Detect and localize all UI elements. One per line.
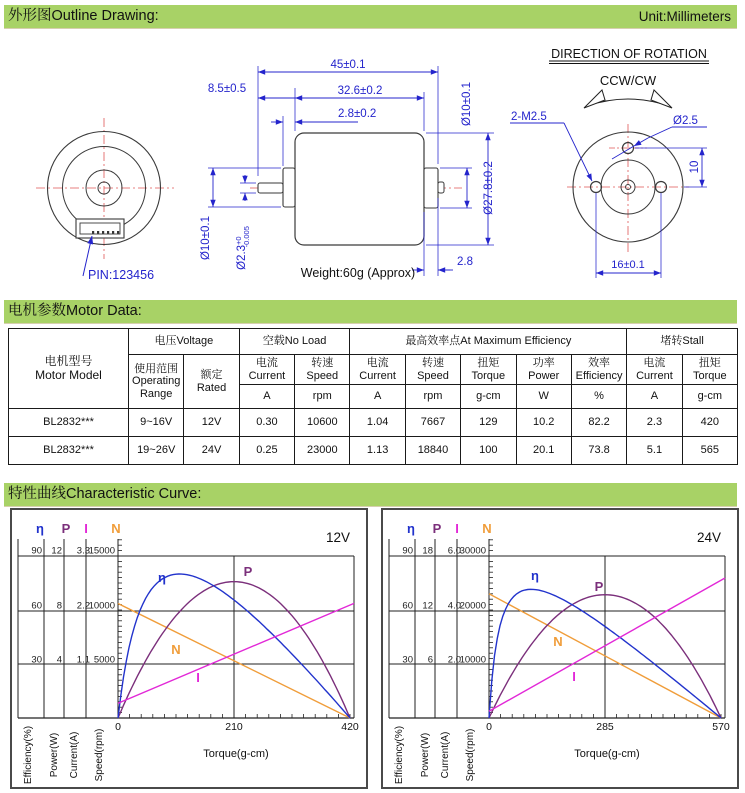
- rear-stub: [438, 182, 444, 193]
- curve-label-η: η: [531, 568, 539, 583]
- rotated-axis-label: Power(W): [49, 732, 60, 778]
- col-stall-torque: 扭矩 Torque: [682, 355, 737, 385]
- cell: 20.1: [516, 437, 571, 465]
- cell: 5.1: [627, 437, 682, 465]
- pin-label: PIN:123456: [88, 268, 155, 282]
- unit-cell: rpm: [405, 385, 460, 409]
- cell: 18840: [405, 437, 460, 465]
- axis-tick-label: 12: [422, 600, 433, 612]
- curve-section-header: [4, 483, 737, 507]
- weight-note: Weight:60g (Approx): [300, 266, 416, 280]
- axis-symbol: P: [61, 521, 71, 536]
- dim-boss-dia-left: Ø10±0.1: [200, 215, 212, 261]
- dim-total-length: 45±0.1: [330, 59, 366, 71]
- curve-label-P: P: [594, 579, 604, 594]
- cell: 420: [682, 409, 737, 437]
- dim-hole-offset: 10: [689, 160, 701, 174]
- chart-voltage-title: 24V: [696, 530, 721, 545]
- dim-shaft-dia: $Ø2.3^{+0}-0.005$: [234, 226, 251, 270]
- axis-tick-label: 4.0: [447, 600, 461, 612]
- cell: 23000: [295, 437, 350, 465]
- rotated-axis-label: Power(W): [420, 732, 431, 778]
- curve-section-title: 特性曲线Characteristic Curve:: [8, 486, 202, 502]
- x-tick-label: 570: [712, 721, 730, 733]
- rotation-arrowhead-right: [651, 90, 672, 108]
- axis-tick-label: 30: [31, 654, 42, 666]
- x-tick-label: 285: [596, 721, 614, 733]
- cell: 2.3: [627, 409, 682, 437]
- dim-screw-holes: 2-M2.5: [511, 111, 547, 123]
- axis-symbol: η: [36, 521, 44, 536]
- shaft: [258, 183, 283, 193]
- side-view: [200, 59, 495, 280]
- cell: 7667: [405, 409, 460, 437]
- rear-view: [510, 47, 709, 278]
- axis-tick-label: 5000: [93, 654, 115, 666]
- unit-cell: A: [239, 385, 294, 409]
- axis-tick-label: 15000: [88, 545, 115, 557]
- cell-model: BL2832***: [9, 409, 129, 437]
- unit-cell: A: [627, 385, 682, 409]
- table-row: [9, 409, 738, 437]
- unit-cell: W: [516, 385, 571, 409]
- cell: 73.8: [571, 437, 626, 465]
- rotation-directions: CCW/CW: [599, 73, 657, 88]
- motor-model-header: 电机型号 Motor Model: [9, 329, 129, 409]
- leader-line: [648, 127, 672, 138]
- cell: 129: [461, 409, 516, 437]
- cell: 10600: [295, 409, 350, 437]
- dim-shaft-dia-rear: Ø2.5: [673, 115, 698, 127]
- cell: 82.2: [571, 409, 626, 437]
- col-operating-range: 使用范围 Operating Range: [129, 355, 184, 409]
- dim-rear-boss: 2.8: [457, 256, 473, 268]
- axis-symbol: I: [84, 521, 88, 536]
- axis-tick-label: 2.2: [76, 600, 90, 612]
- cell-model: BL2832***: [9, 437, 129, 465]
- dim-body-dia: Ø27.8±0.2: [483, 161, 495, 215]
- axis-tick-label: 10000: [459, 654, 486, 666]
- axis-tick-label: 90: [402, 545, 413, 557]
- dim-body-length: 32.6±0.2: [337, 85, 383, 97]
- characteristic-chart-12v: [10, 508, 368, 789]
- outline-section-header: [4, 5, 737, 29]
- col-maxeff-speed: 转速 Speed: [405, 355, 460, 385]
- curve-label-N: N: [553, 634, 563, 649]
- col-maxeff-power: 功率 Power: [516, 355, 571, 385]
- axis-symbol: N: [111, 521, 121, 536]
- axis-tick-label: 20000: [459, 600, 486, 612]
- col-maxeff-torque: 扭矩 Torque: [461, 355, 516, 385]
- axis-tick-label: 18: [422, 545, 433, 557]
- axis-tick-label: 4: [56, 654, 62, 666]
- rotated-axis-label: Current(A): [440, 731, 451, 779]
- unit-cell: rpm: [295, 385, 350, 409]
- dim-boss-offset: 2.8±0.2: [338, 108, 377, 120]
- x-axis-title: Torque(g-cm): [574, 748, 640, 760]
- rotation-heading: DIRECTION OF ROTATION: [551, 47, 707, 61]
- axis-tick-label: 6.0: [447, 545, 461, 557]
- col-rated: 额定 Rated: [184, 355, 239, 409]
- x-tick-label: 0: [486, 721, 492, 733]
- chart-svg: [12, 510, 366, 787]
- x-axis-title: Torque(g-cm): [203, 748, 269, 760]
- rotated-axis-label: Speed(rpm): [94, 728, 105, 782]
- col-stall-current: 电流 Current: [627, 355, 682, 385]
- axis-symbol: I: [455, 521, 459, 536]
- motor-data-section-title: 电机参数Motor Data:: [8, 303, 142, 319]
- col-noload-speed: 转速 Speed: [295, 355, 350, 385]
- cell: 1.13: [350, 437, 405, 465]
- axis-tick-label: 90: [31, 545, 42, 557]
- table-group-header-row: [9, 329, 738, 355]
- front-boss: [283, 168, 295, 207]
- axis-tick-label: 30000: [459, 545, 486, 557]
- cell: 24V: [184, 437, 239, 465]
- dim-shaft-length: 8.5±0.5: [207, 83, 247, 95]
- current-curve: [489, 578, 725, 711]
- rotated-axis-label: Speed(rpm): [465, 728, 476, 782]
- front-view: [36, 118, 174, 282]
- cell: 0.25: [239, 437, 294, 465]
- curve-label-P: P: [243, 564, 253, 579]
- axis-tick-label: 1.1: [76, 654, 90, 666]
- rotated-axis-label: Current(A): [69, 731, 80, 779]
- group-no-load: 空载No Load: [239, 329, 350, 355]
- leader-arrow: [634, 138, 648, 146]
- cell: 12V: [184, 409, 239, 437]
- cell: 19~26V: [129, 437, 184, 465]
- curve-label-I: I: [196, 670, 200, 685]
- outline-section-title: 外形图Outline Drawing:: [8, 8, 159, 24]
- cell: 9~16V: [129, 409, 184, 437]
- rear-boss: [424, 168, 438, 208]
- col-maxeff-efficiency: 效率 Efficiency: [571, 355, 626, 385]
- cell: 0.30: [239, 409, 294, 437]
- axis-symbol: N: [482, 521, 492, 536]
- motor-body: [295, 133, 424, 245]
- cell: 10.2: [516, 409, 571, 437]
- dim-hole-spacing: 16±0.1: [611, 259, 645, 271]
- axis-tick-label: 10000: [88, 600, 115, 612]
- x-tick-label: 420: [341, 721, 359, 733]
- cell: 100: [461, 437, 516, 465]
- axis-symbol: P: [432, 521, 442, 536]
- dim-boss-dia-right: Ø10±0.1: [461, 81, 473, 127]
- x-tick-label: 210: [225, 721, 243, 733]
- outline-drawing: [0, 30, 745, 296]
- unit-cell: A: [350, 385, 405, 409]
- motor-data-section-header: [4, 300, 737, 324]
- col-maxeff-current: 电流 Current: [350, 355, 405, 385]
- group-stall: 堵转Stall: [627, 329, 738, 355]
- motor-data-table: [8, 328, 738, 465]
- axis-tick-label: 2.0: [447, 654, 461, 666]
- rotated-axis-label: Efficiency(%): [394, 725, 405, 785]
- cell: 1.04: [350, 409, 405, 437]
- axis-tick-label: 12: [51, 545, 62, 557]
- group-max-efficiency: 最高效率点At Maximum Efficiency: [350, 329, 627, 355]
- chart-svg: [383, 510, 737, 787]
- cell: 565: [682, 437, 737, 465]
- chart-voltage-title: 12V: [325, 530, 350, 545]
- axis-tick-label: 8: [56, 600, 62, 612]
- unit-cell: g-cm: [682, 385, 737, 409]
- axis-tick-label: 60: [402, 600, 413, 612]
- unit-cell: %: [571, 385, 626, 409]
- unit-cell: g-cm: [461, 385, 516, 409]
- characteristic-chart-24v: [381, 508, 739, 789]
- unit-note: Unit:Millimeters: [638, 9, 731, 24]
- rotated-axis-label: Efficiency(%): [23, 725, 34, 785]
- col-noload-current: 电流 Current: [239, 355, 294, 385]
- axis-symbol: η: [407, 521, 415, 536]
- table-row: [9, 437, 738, 465]
- group-voltage: 电压Voltage: [129, 329, 240, 355]
- curve-label-η: η: [158, 570, 166, 585]
- rotation-arrowhead-left: [584, 90, 605, 108]
- axis-tick-label: 6: [427, 654, 433, 666]
- x-tick-label: 0: [115, 721, 121, 733]
- axis-tick-label: 60: [31, 600, 42, 612]
- curve-label-I: I: [572, 669, 576, 684]
- leader-line: [564, 123, 592, 181]
- axis-tick-label: 30: [402, 654, 413, 666]
- curve-label-N: N: [171, 642, 181, 657]
- axis-tick-label: 3.3: [76, 545, 90, 557]
